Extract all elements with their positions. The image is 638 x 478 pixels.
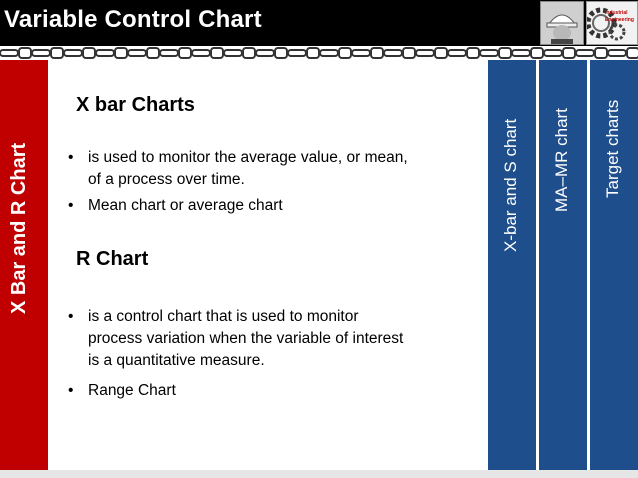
chain-link [307, 48, 319, 58]
chain-link [179, 48, 191, 58]
chain-link [288, 50, 306, 56]
chain-link [448, 50, 466, 56]
chain-link [563, 48, 575, 58]
chain-link [512, 50, 530, 56]
chain-link [83, 48, 95, 58]
chain-link [51, 48, 63, 58]
chain-divider-icon [0, 46, 638, 60]
chain-link [627, 48, 638, 58]
chain-link [384, 50, 402, 56]
tab-ma-mr-chart[interactable] [537, 60, 587, 470]
title-bar [0, 0, 638, 46]
chain-link [499, 48, 511, 58]
slide-title: Variable Control Chart [4, 6, 262, 33]
chain-link [96, 50, 114, 56]
chain-link [64, 50, 82, 56]
chain-link [467, 48, 479, 58]
tab-target-charts[interactable] [588, 60, 638, 470]
chain-link [416, 50, 434, 56]
chain-link [0, 50, 18, 56]
tab-label: Target charts [603, 99, 622, 198]
bullet-icon: • [68, 149, 74, 166]
chain-link [544, 50, 562, 56]
chain-link [531, 48, 543, 58]
chain-link [403, 48, 415, 58]
section-heading: X bar Charts [76, 94, 195, 116]
chain-link [192, 50, 210, 56]
chain-link [435, 48, 447, 58]
tab-x-bar-s-chart[interactable] [486, 60, 536, 470]
bottom-shadow [0, 470, 638, 478]
industrial-engineering-gear-logo-icon [586, 1, 638, 45]
chain-link [211, 48, 223, 58]
bullet-icon: • [68, 382, 74, 399]
chain-link [275, 48, 287, 58]
logo-text: Industrial Engineering [605, 10, 634, 23]
bullet-text: is a control chart that is used to monitor process variation when the variable of interest is a quantitative measure. [88, 308, 404, 369]
bullet-icon: • [68, 308, 74, 325]
chain-link [243, 48, 255, 58]
bullet-text: Range Chart [88, 382, 176, 399]
chain-link [128, 50, 146, 56]
tab-label: X-bar and S chart [501, 118, 520, 252]
slide-content [48, 60, 488, 470]
tab-x-bar-r-chart[interactable] [0, 60, 48, 478]
chain-link [480, 50, 498, 56]
chain-link [160, 50, 178, 56]
section-heading: R Chart [76, 248, 149, 270]
chain-link [19, 48, 31, 58]
worker-helmet-logo-icon [540, 1, 584, 45]
chain-link [576, 50, 594, 56]
chain-link [32, 50, 50, 56]
chain-link [320, 50, 338, 56]
bullet-text: Mean chart or average chart [88, 197, 283, 214]
tab-label: MA–MR chart [552, 108, 571, 212]
chain-link [371, 48, 383, 58]
chain-link [147, 48, 159, 58]
chain-link [339, 48, 351, 58]
bullet-text: is used to monitor the average value, or mean, of a process over time. [88, 149, 408, 188]
chain-link [595, 48, 607, 58]
chain-link [115, 48, 127, 58]
chain-link [608, 50, 626, 56]
bullet-icon: • [68, 197, 74, 214]
tab-label: X Bar and R Chart [8, 142, 30, 314]
chain-link [224, 50, 242, 56]
chain-link [256, 50, 274, 56]
chain-link [352, 50, 370, 56]
